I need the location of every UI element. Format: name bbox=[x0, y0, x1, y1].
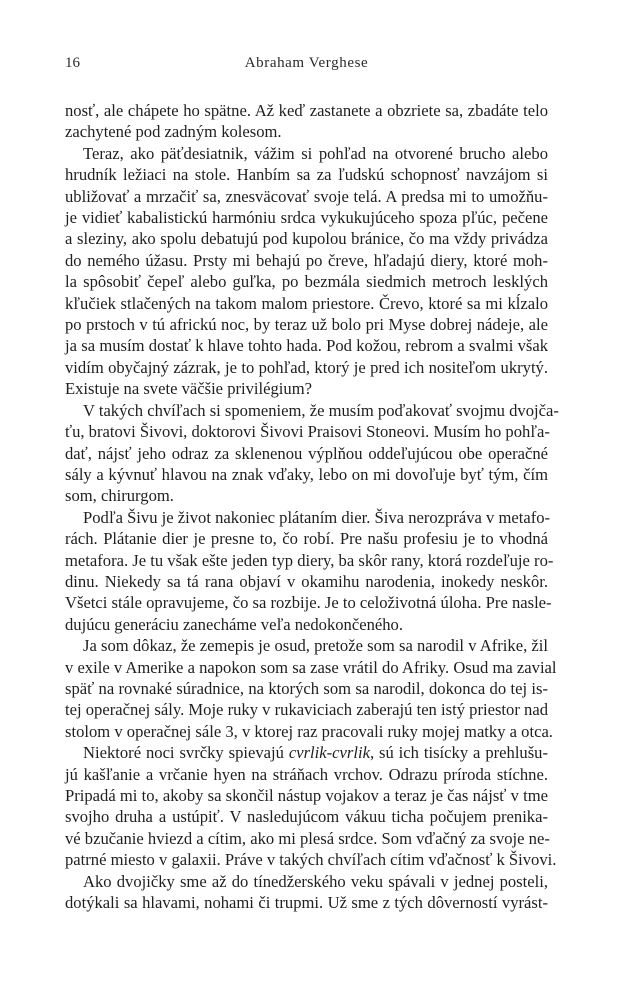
paragraph bbox=[65, 400, 559, 507]
text-line: Existuje na svete väčšie privilégium? bbox=[65, 379, 312, 399]
text-line: nosť, ale chápete ho spätne. Až keď zastanete a obzriete sa, zbadáte telo bbox=[65, 101, 548, 120]
paragraph bbox=[65, 742, 557, 870]
text-line: späť na rovnaké súradnice, na ktorých som sa narodil, dokonca do tej is- bbox=[65, 678, 548, 698]
text-line: hrudník ležiaci na stole. Hanbím sa za ľudskú schopnosť navzájom si bbox=[65, 165, 548, 185]
text-line: dujúcu generáciu zanecháme veľa nedokončeného. bbox=[65, 614, 403, 634]
italic-phrase: cvrlik-cvrlik bbox=[288, 743, 370, 763]
text-line: metafora. Je tu však ešte jeden typ diery, ba skôr rany, ktorá rozdeľuje ro- bbox=[65, 550, 554, 570]
text-line: ubližovať a mrzačiť sa, znesväcovať svoje telá. A predsa mi to umožňu- bbox=[65, 186, 548, 206]
text-line: do nemého úžasu. Prsty mi behajú po čreve, hľadajú diery, ktoré moh- bbox=[65, 250, 548, 270]
running-title-author: Abraham Verghese bbox=[244, 55, 369, 71]
text-line: kľučiek stlačených na takom malom priestore. Črevo, ktoré sa mi kĺzalo bbox=[65, 293, 548, 313]
text-line: dotýkali sa hlavami, nohami či trupmi. Už sme z tých dôverností vyrást- bbox=[65, 893, 548, 913]
paragraph bbox=[65, 143, 548, 400]
text-line: je vidieť kabalistickú harmóniu srdca vykukujúceho spoza pľúc, pečene bbox=[65, 208, 548, 228]
text-line: v exile v Amerike a napokon som sa zase vrátil do Afriky. Osud ma zavial bbox=[65, 657, 557, 677]
text-line: Niektoré noci svrčky spievajú cvrlik-cvrlik, sú ich tisícky a prehlušu- bbox=[83, 743, 549, 763]
text-line: vé bzučanie hviezd a cítim, ako mi plesá srdce. Som vďačný za svoje ne- bbox=[65, 828, 550, 848]
text-line: som, chirurgom. bbox=[65, 486, 174, 506]
text-line: tej operačnej sály. Moje ruky v rukaviciach zaberajú ten istý priestor nad bbox=[65, 700, 548, 720]
paragraph bbox=[65, 507, 554, 635]
text-line: ťu, bratovi Šivovi, doktorovi Šivovi Praisovi Stoneovi. Musím ho pohľa- bbox=[65, 422, 550, 442]
text-line: dať, nájsť jeho odraz za sklenenou výplňou oddeľujúcou obe operačné bbox=[65, 443, 548, 463]
text-line: a sleziny, ako spolu debatujú pod kupolou bránice, čo ma vždy privádza bbox=[65, 229, 548, 249]
body-text bbox=[65, 100, 559, 913]
text-line: la spôsobiť čepeľ alebo guľka, po bezmála siedmich metroch lesklých bbox=[65, 272, 548, 292]
text-line: jú kašľanie a vrčanie hyen na stráňach vrchov. Odrazu príroda stíchne. bbox=[65, 764, 548, 784]
text-line: Ja som dôkaz, že zemepis je osud, pretože som sa narodil v Afrike, žil bbox=[83, 636, 548, 656]
paragraph bbox=[65, 635, 557, 742]
text-line: dinu. Niekedy sa tá rana objaví v okamihu narodenia, inokedy neskôr. bbox=[65, 571, 548, 591]
text-line: Podľa Šivu je život nakoniec plátaním dier. Šiva nerozpráva v metafo- bbox=[83, 507, 551, 527]
text-line: Ako dvojičky sme až do tínedžerského veku spávali v jednej posteli, bbox=[83, 871, 548, 891]
paragraph bbox=[65, 871, 548, 914]
text-line: stolom v operačnej sále 3, v ktorej raz pracovali ruky mojej matky a otca. bbox=[65, 721, 553, 741]
paragraph bbox=[65, 100, 548, 143]
text-line: Všetci stále opravujeme, čo sa rozbije. Je to celoživotná úloha. Pre nasle- bbox=[65, 593, 552, 613]
text-line: Pripadá mi to, akoby sa skončil nástup vojakov a teraz je čas nájsť v tme bbox=[65, 786, 548, 805]
text-line: vidím obyčajný zázrak, je to pohľad, ktorý je pred ich nositeľom ukrytý. bbox=[65, 357, 548, 377]
text-line: po prstoch v tú africkú noc, by teraz už bolo pri Myse dobrej nádeje, ale bbox=[65, 315, 548, 335]
text-line: V takých chvíľach si spomeniem, že musím poďakovať svojmu dvojča- bbox=[83, 400, 559, 420]
text-line: zachytené pod zadným kolesom. bbox=[65, 122, 282, 142]
text-line: svojho druha a ustúpiť. V nasledujúcom vákuu ticha počujem prenika- bbox=[65, 807, 548, 827]
running-head bbox=[65, 52, 548, 74]
text-line: sály a kývnuť hlavou na znak vďaky, lebo on mi dovoľuje byť tým, čím bbox=[65, 464, 548, 484]
text-line: ja sa musím dostať k hlave tohto hada. Pod kožou, rebrom a svalmi však bbox=[65, 336, 548, 356]
text-line: Teraz, ako päťdesiatnik, vážim si pohľad na otvorené brucho alebo bbox=[83, 143, 548, 163]
text-line: patrné miesto v galaxii. Práve v takých chvíľach cítim vďačnosť k Šivovi. bbox=[65, 850, 557, 870]
page-number: 16 bbox=[65, 55, 80, 71]
text-line: rách. Plátanie dier je presne to, čo robí. Pre našu profesiu je to vhodná bbox=[65, 529, 548, 549]
